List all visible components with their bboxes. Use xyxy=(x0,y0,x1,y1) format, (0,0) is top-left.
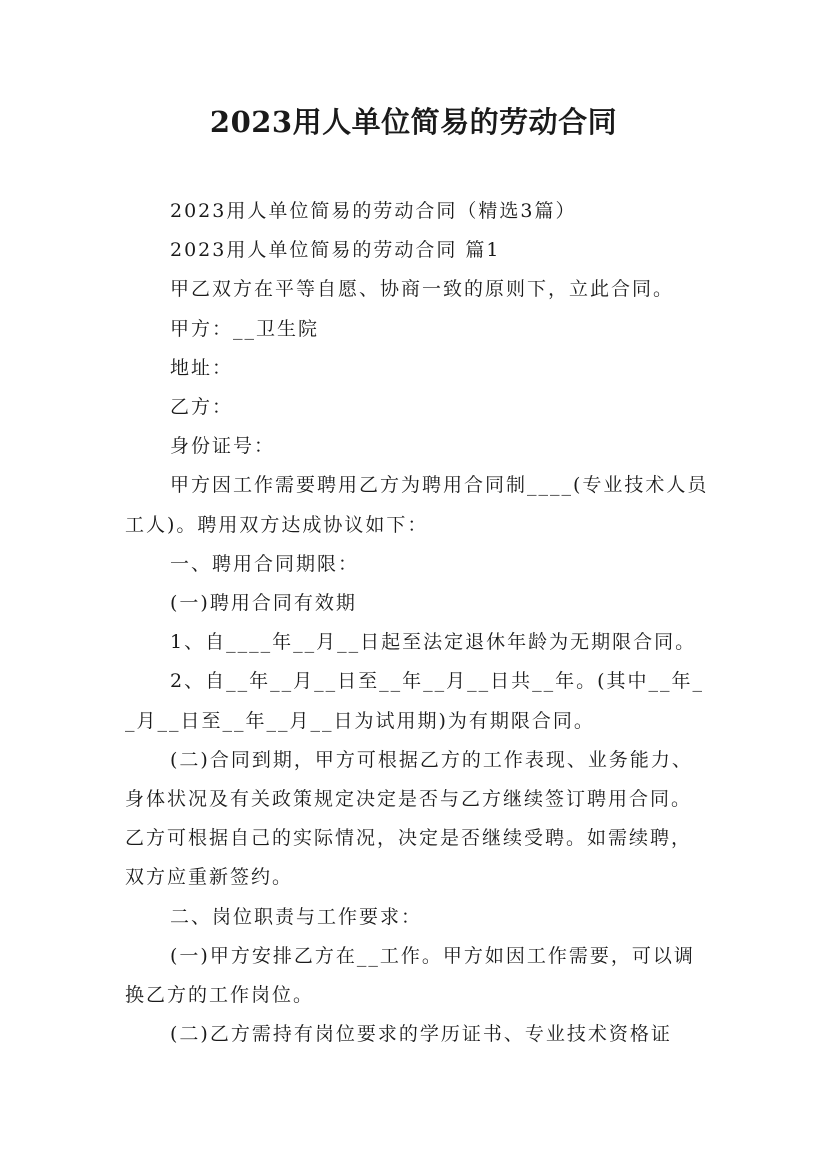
paragraph: 2023用人单位简易的劳动合同（精选3篇） xyxy=(170,200,577,222)
paragraph: 身份证号： xyxy=(170,435,276,458)
paragraph: (一)甲方安排乙方在__工作。甲方如因工作需要，可以调换乙方的工作岗位。 xyxy=(125,944,695,1007)
paragraph: 甲方：__卫生院 xyxy=(170,317,320,340)
document-body xyxy=(125,192,710,1054)
document-title: 2023用人单位简易的劳动合同 xyxy=(209,105,618,139)
paragraph: 甲方因工作需要聘用乙方为聘用合同制____(专业技术人员工人)。聘用双方达成协议如下： xyxy=(125,474,709,536)
paragraph: 二、岗位职责与工作要求： xyxy=(170,905,423,928)
paragraph: 2、自__年__月__日至__年__月__日共__年。(其中__年__月__日至__年__月__日为试用期)为有期限合同。 xyxy=(125,670,705,732)
paragraph: 1、自____年__月__日起至法定退休年龄为无期限合同。 xyxy=(170,631,697,654)
paragraph: 地址： xyxy=(170,356,234,379)
paragraph: 一、聘用合同期限： xyxy=(170,552,360,575)
paragraph: (一)聘用合同有效期 xyxy=(170,592,357,615)
paragraph: (二)合同到期，甲方可根据乙方的工作表现、业务能力、身体状况及有关政策规定决定是否与乙方继续签订聘用合同。乙方可根据自己的实际情况，决定是否继续受聘。如需续聘，双方应重新签约。 xyxy=(125,748,693,889)
paragraph: 乙方： xyxy=(170,396,234,419)
paragraph: 2023用人单位简易的劳动合同 篇1 xyxy=(170,239,501,262)
paragraph: 甲乙双方在平等自愿、协商一致的原则下，立此合同。 xyxy=(170,278,675,301)
paragraph: (二)乙方需持有岗位要求的学历证书、专业技术资格证 xyxy=(170,1023,672,1046)
